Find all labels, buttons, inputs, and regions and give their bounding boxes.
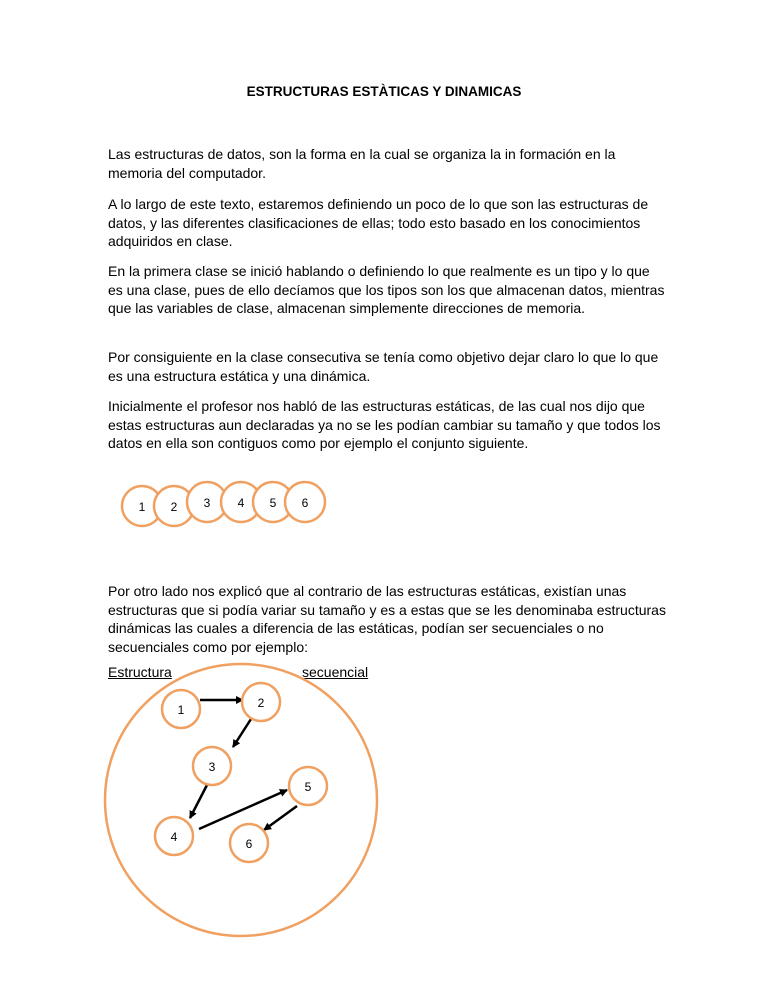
dynamic-node-3-label: 3 (208, 760, 216, 774)
dynamic-node-2 (242, 683, 280, 721)
dynamic-node-6 (230, 824, 268, 862)
arrow-5-to-6 (264, 806, 297, 830)
paragraph-5: Inicialmente el profesor nos habló de las estructuras estáticas, de las cual nos dijo que estas estructuras aun declaradas ya no se les podían cambiar su tamaño y que todos los datos en ella son contiguos como por ejemplo el conjunto siguiente. (108, 398, 661, 451)
static-node-5-label: 5 (269, 496, 277, 510)
dynamic-node-5 (289, 767, 327, 805)
paragraph-2: A lo largo de este texto, estaremos definiendo un poco de lo que son las estructuras de datos, y las diferentes clasificaciones de ellas; todo esto basado en los conocimientos adquiridos en clase. (108, 196, 649, 249)
arrow-2-to-3 (233, 719, 251, 747)
document-title: ESTRUCTURAS ESTÀTICAS Y DINAMICAS (246, 84, 522, 99)
dynamic-node-1 (162, 690, 200, 728)
dynamic-node-1-label: 1 (177, 703, 185, 717)
dynamic-node-5-label: 5 (304, 780, 312, 794)
paragraph-1: Las estructuras de datos, son la forma en la cual se organiza la in formación en la memoria del computador. (108, 146, 616, 181)
static-node-2-label: 2 (170, 500, 178, 514)
dynamic-node-4-label: 4 (170, 830, 178, 844)
dynamic-node-3 (193, 747, 231, 785)
static-node-3-label: 3 (203, 496, 211, 510)
dynamic-label-right: secuencial (302, 664, 369, 680)
paragraph-6: Por otro lado nos explicó que al contrario de las estructuras estáticas, existían unas estructuras que si podía variar su tamaño y es a estas que se les denominaba estructuras dinámicas las cuales a diferencia de las estáticas, podían ser secuenciales o no secuenciales como por ejemplo: (108, 583, 666, 655)
dynamic-label-left: Estructura (108, 664, 172, 680)
static-node-6-label: 6 (301, 496, 309, 510)
paragraph-4: Por consiguiente en la clase consecutiva se tenía como objetivo dejar claro lo que lo que es una estructura estática y una dinámica. (108, 349, 659, 384)
dynamic-node-4 (155, 817, 193, 855)
arrow-3-to-4 (190, 785, 207, 818)
static-node-1-label: 1 (138, 500, 146, 514)
static-node-4-label: 4 (237, 496, 245, 510)
paragraph-3: En la primera clase se inició hablando o definiendo lo que realmente es un tipo y lo que es una clase, pues de ello decíamos que los tipos son los que almacenan datos, mientras que las variables de clase, almacenan simplemente direcciones de memoria. (108, 263, 665, 316)
dynamic-node-2-label: 2 (257, 696, 265, 710)
dynamic-node-6-label: 6 (245, 837, 253, 851)
